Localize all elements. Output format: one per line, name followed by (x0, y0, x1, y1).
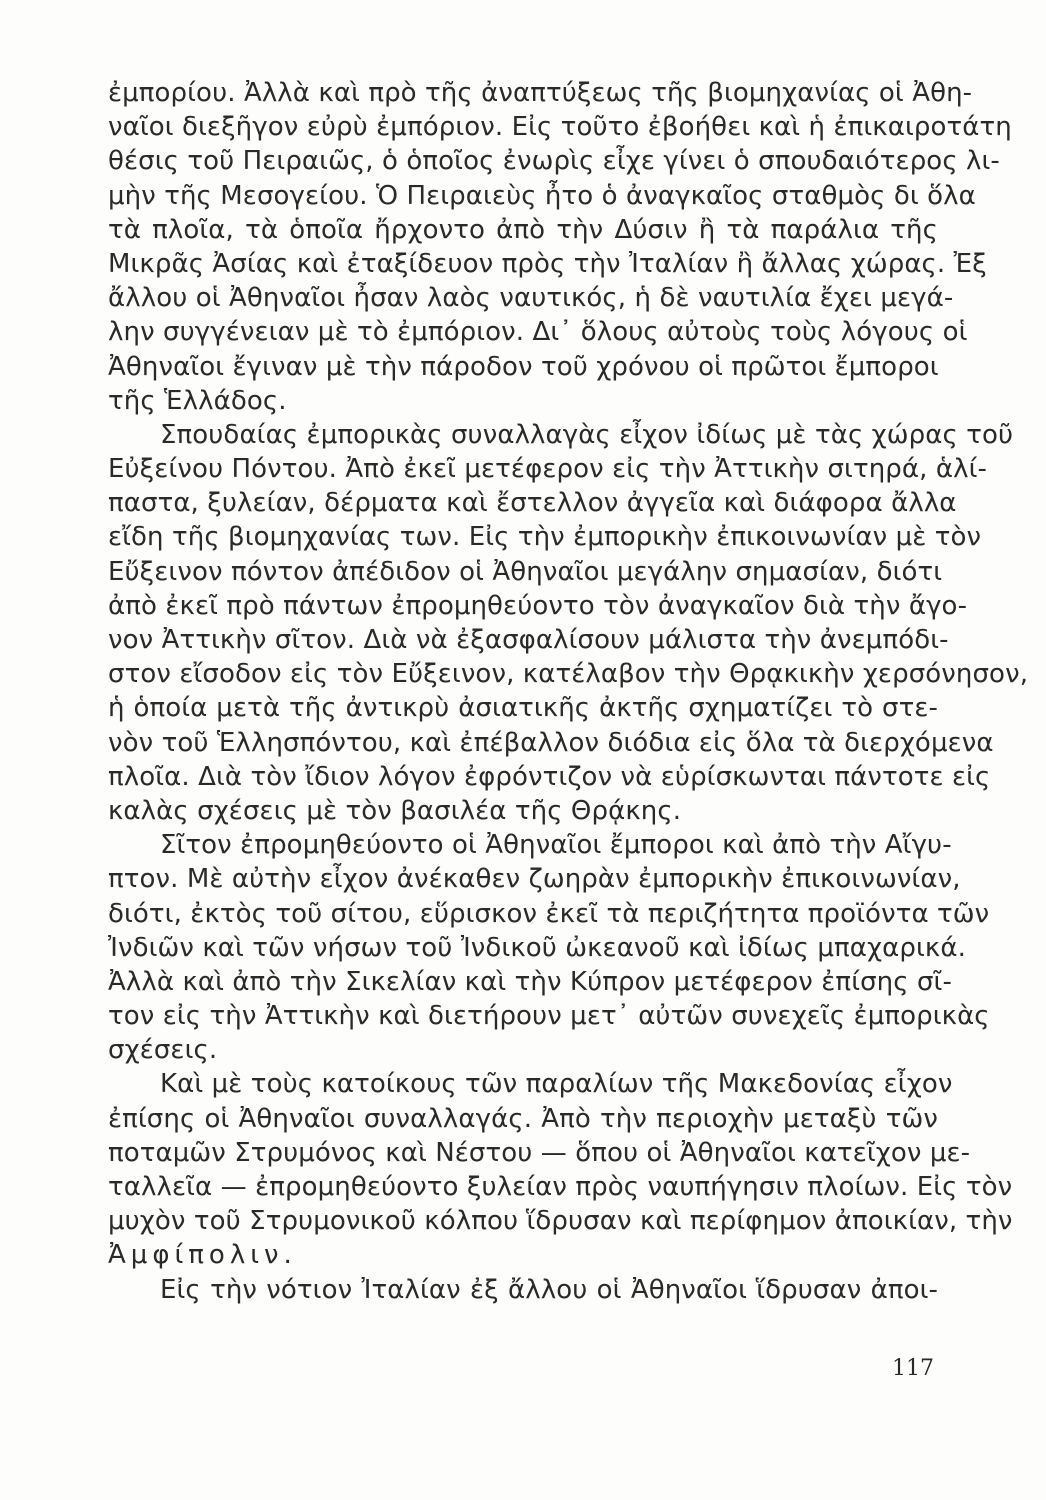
text-line: Εὔξεινον πόντον ἀπέδιδον οἱ Ἀθηναῖοι μεγάλην σημασίαν, διότι (108, 556, 943, 587)
text-line: νον Ἀττικὴν σῖτον. Διὰ νὰ ἐξασφαλίσουν μάλιστα τὴν ἀνεμπόδι- (108, 625, 949, 655)
text-line: στον εἴσοδον εἰς τὸν Εὔξεινον, κατέλαβον τὴν Θρᾳκικὴν χερσόνησον, (108, 659, 1029, 690)
text-line: ἡ ὁποία μετὰ τῆς ἀντικρὺ ἀσιατικῆς ἀκτῆς σχηματίζει τὸ στε- (108, 693, 938, 724)
text-line: Ἀθηναῖοι ἔγιναν μὲ τὴν πάροδον τοῦ χρόνου οἱ πρῶτοι ἔμποροι (108, 351, 939, 382)
paragraph-start: Καὶ μὲ τοὺς κατοίκους τῶν παραλίων τῆς Μακεδονίας εἶχον (160, 1069, 953, 1100)
text-line: νὸν τοῦ Ἑλλησπόντου, καὶ ἐπέβαλλον διόδια εἰς ὅλα τὰ διερχόμενα (108, 727, 994, 758)
text-line: Ἀμφίπολιν. (108, 1240, 297, 1271)
text-line: ἐπίσης οἱ Ἀθηναῖοι συναλλαγάς. Ἀπὸ τὴν περιοχὴν μεταξὺ τῶν (108, 1103, 938, 1134)
text-line: διότι, ἐκτὸς τοῦ σίτου, εὕρισκον ἐκεῖ τὰ περιζήτητα προϊόντα τῶν (108, 898, 990, 929)
text-line: ταλλεῖα — ἐπρομηθεύοντο ξυλείαν πρὸς ναυπήγησιν πλοίων. Εἰς τὸν (108, 1172, 1013, 1202)
text-line: ἄλλου οἱ Ἀθηναῖοι ἦσαν λαὸς ναυτικός, ἡ δὲ ναυτιλία ἔχει μεγά- (108, 283, 954, 314)
text-line: ἀπὸ ἐκεῖ πρὸ πάντων ἐπρομηθεύοντο τὸν ἀναγκαῖον διὰ τὴν ἄγο- (108, 590, 968, 621)
text-line: εἴδη τῆς βιομηχανίας των. Εἰς τὴν ἐμπορικὴν ἐπικοινωνίαν μὲ τὸν (108, 522, 982, 553)
page-number: 117 (892, 1356, 934, 1381)
text-line: μὴν τῆς Μεσογείου. Ὁ Πειραιεὺς ἦτο ὁ ἀναγκαῖος σταθμὸς δι ὅλα (108, 180, 976, 211)
paragraph-start: Σπουδαίας ἐμπορικὰς συναλλαγὰς εἶχον ἰδίως μὲ τὰς χώρας τοῦ (160, 419, 1014, 450)
text-line: μυχὸν τοῦ Στρυμονικοῦ κόλπου ἵδρυσαν καὶ περίφημον ἀποικίαν, τὴν (108, 1206, 1013, 1237)
paragraph-start: Σῖτον ἐπρομηθεύοντο οἱ Ἀθηναῖοι ἔμποροι καὶ ἀπὸ τὴν Αἴγυ- (160, 830, 952, 861)
text-line: τον εἰς τὴν Ἀττικὴν καὶ διετήρουν μετ᾽ αὐτῶν συνεχεῖς ἐμπορικὰς (108, 1001, 990, 1032)
text-line: καλὰς σχέσεις μὲ τὸν βασιλέα τῆς Θρᾴκης. (108, 795, 682, 826)
text-line: ναῖοι διεξῆγον εὐρὺ ἐμπόριον. Εἰς τοῦτο ἐβοήθει καὶ ἡ ἐπικαιροτάτη (108, 112, 1012, 143)
paragraph-start: Εἰς τὴν νότιον Ἰταλίαν ἐξ ἄλλου οἱ Ἀθηναῖοι ἵδρυσαν ἀποι- (160, 1274, 938, 1305)
text-line: τὰ πλοῖα, τὰ ὁποῖα ἤρχοντο ἀπὸ τὴν Δύσιν ἢ τὰ παράλια τῆς (108, 214, 938, 245)
body-text (108, 76, 1029, 1307)
text-line: ποταμῶν Στρυμόνος καὶ Νέστου — ὅπου οἱ Ἀθηναῖοι κατεῖχον με- (108, 1137, 971, 1168)
text-line: Ἀλλὰ καὶ ἀπὸ τὴν Σικελίαν καὶ τὴν Κύπρον μετέφερον ἐπίσης σῖ- (108, 966, 952, 997)
text-line: Μικρᾶς Ἀσίας καὶ ἐταξίδευον πρὸς τὴν Ἰταλίαν ἢ ἄλλας χώρας. Ἐξ (108, 248, 987, 279)
text-line: πλοῖα. Διὰ τὸν ἴδιον λόγον ἐφρόντιζον νὰ εὑρίσκωνται πάντοτε εἰς (108, 761, 991, 792)
text-line: παστα, ξυλείαν, δέρματα καὶ ἔστελλον ἀγγεῖα καὶ διάφορα ἄλλα (108, 488, 957, 519)
text-line: θέσις τοῦ Πειραιῶς, ὁ ὁποῖος ἐνωρὶς εἶχε γίνει ὁ σπουδαιότερος λι- (108, 146, 1000, 177)
text-line: Εὐξείνου Πόντου. Ἀπὸ ἐκεῖ μετέφερον εἰς τὴν Ἀττικὴν σιτηρά, ἁλί- (108, 454, 987, 485)
text-line: ἐμπορίου. Ἀλλὰ καὶ πρὸ τῆς ἀναπτύξεως τῆς βιομηχανίας οἱ Ἀθη- (108, 78, 973, 108)
text-line: τῆς Ἑλλάδος. (108, 385, 287, 416)
text-line: λην συγγένειαν μὲ τὸ ἐμπόριον. Δι᾽ ὅλους αὐτοὺς τοὺς λόγους οἱ (108, 317, 968, 348)
text-line: Ἰνδιῶν καὶ τῶν νήσων τοῦ Ἰνδικοῦ ὠκεανοῦ καὶ ἰδίως μπαχαρικά. (108, 932, 966, 963)
text-line: πτον. Μὲ αὐτὴν εἶχον ἀνέκαθεν ζωηρὰν ἐμπορικὴν ἐπικοινωνίαν, (108, 864, 961, 895)
text-line: σχέσεις. (108, 1035, 218, 1066)
